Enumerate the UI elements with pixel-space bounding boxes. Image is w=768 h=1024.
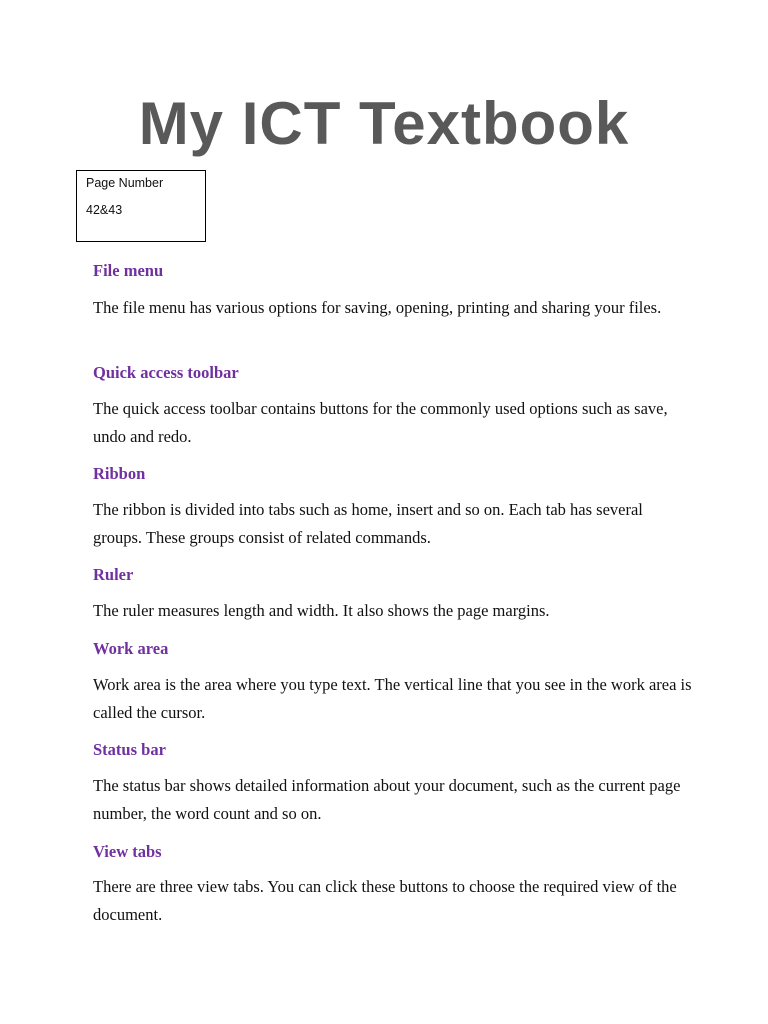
section-heading-view-tabs: View tabs (93, 842, 162, 861)
section-heading-file-menu: File menu (93, 261, 164, 280)
section-text-file-menu: The file menu has various options for saving, opening, printing and sharing your files. (93, 298, 662, 317)
section-heading-status-bar: Status bar (93, 740, 166, 759)
section-heading-ribbon: Ribbon (93, 464, 146, 483)
section-text-ruler: The ruler measures length and width. It also shows the page margins. (93, 601, 550, 620)
page-number-box (76, 170, 206, 242)
section-heading-work-area: Work area (93, 639, 169, 658)
section-text-status-bar: The status bar shows detailed information about your document, such as the current page number, the word count and so on. (93, 776, 681, 823)
section-heading-ruler: Ruler (93, 565, 134, 584)
section-text-quick-access-toolbar: The quick access toolbar contains buttons for the commonly used options such as save, undo and redo. (93, 399, 668, 446)
section-text-ribbon: The ribbon is divided into tabs such as home, insert and so on. Each tab has several groups. These groups consist of related commands. (93, 500, 643, 547)
section-text-view-tabs: There are three view tabs. You can click these buttons to choose the required view of the document. (93, 877, 677, 924)
page-number-value: 42&43 (86, 203, 123, 217)
section-text-work-area: Work area is the area where you type text. The vertical line that you see in the work area is called the cursor. (93, 675, 692, 722)
page-number-label: Page Number (86, 176, 164, 190)
document-title: My ICT Textbook (138, 90, 630, 157)
section-heading-quick-access-toolbar: Quick access toolbar (93, 363, 239, 382)
